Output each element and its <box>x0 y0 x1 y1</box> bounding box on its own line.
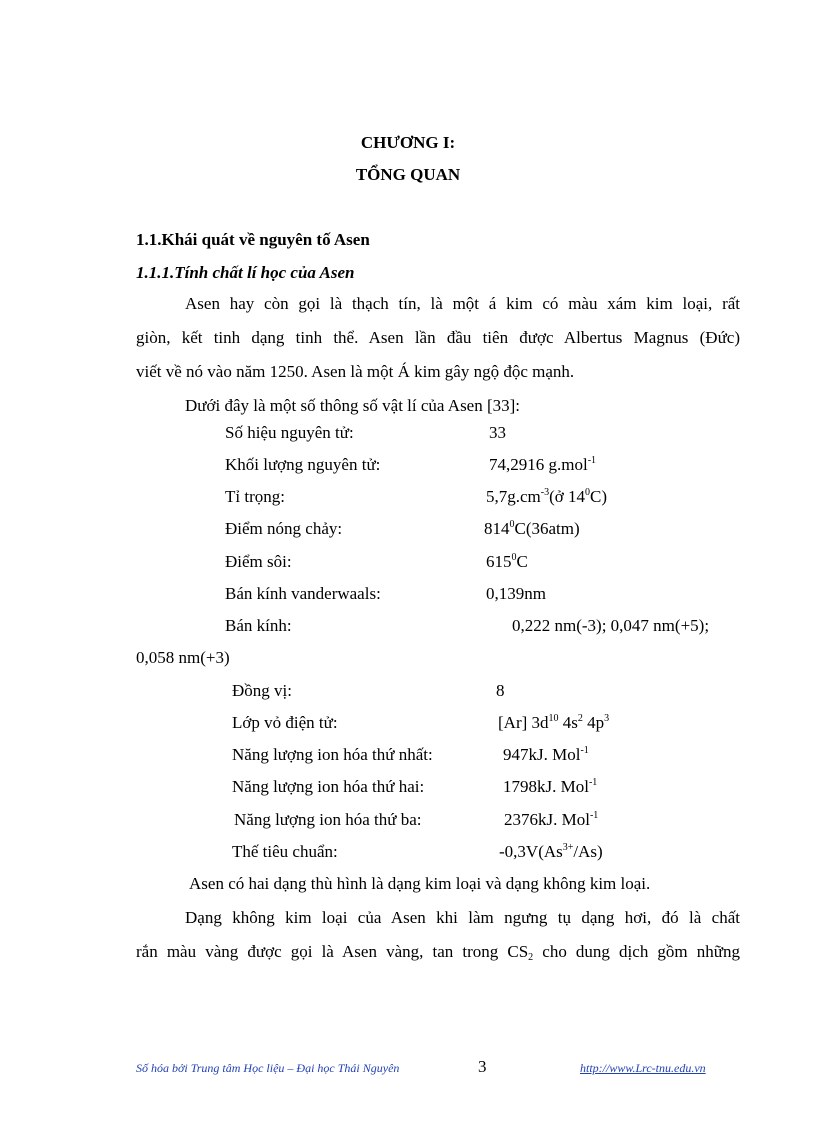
prop-label-ionization-2: Năng lượng ion hóa thứ hai: <box>232 777 425 796</box>
intro-line-3: viết về nó vào năm 1250. Asen là một Á kim gây ngộ độc mạnh. <box>136 362 575 381</box>
footer-link[interactable]: http://www.Lrc-tnu.edu.vn <box>580 1061 706 1075</box>
prop-value-vdw-radius: 0,139nm <box>486 584 546 603</box>
prop-value-standard-potential: $-0,3V(As^{3+}/As)$ <box>499 842 603 861</box>
prop-value-ionization-2: 1798kJ. Mol$^{-1}$ <box>503 777 598 796</box>
prop-label-vdw-radius: Bán kính vanderwaals: <box>225 584 381 603</box>
subsection-heading: 1.1.1.Tính chất lí học của Asen <box>136 263 355 282</box>
page-number: 3 <box>478 1057 487 1076</box>
prop-value-density: $5,7g.cm^{-3}(ở$ $14^0C$) <box>486 487 608 506</box>
chapter-label: CHƯƠNG I: <box>360 133 456 152</box>
prop-value-radius: 0,222 nm(-3); 0,047 nm(+5); <box>512 616 710 635</box>
prop-value-atomic-number: 33 <box>489 423 506 442</box>
prop-value-melting-point: $814^0C(36atm)$ <box>484 519 580 538</box>
yellow-arsenic-line-1: Dạng không kim loại của Asen khi làm ngưng tụ dạng hơi, đó là chất <box>185 908 740 927</box>
allotropes-paragraph: Asen có hai dạng thù hình là dạng kim loại và dạng không kim loại. <box>189 874 651 893</box>
prop-value-radius-cont: 0,058 nm(+3) <box>136 648 230 667</box>
prop-value-atomic-mass: 74,2916 g.mol$^{-1}$ <box>489 455 597 474</box>
prop-label-atomic-number: Số hiệu nguyên tử: <box>225 423 354 442</box>
footer-credit: Số hóa bởi Trung tâm Học liệu – Đại học Thái Nguyên <box>136 1061 400 1075</box>
prop-label-ionization-1: Năng lượng ion hóa thứ nhất: <box>232 745 433 764</box>
section-heading: 1.1.Khái quát về nguyên tố Asen <box>136 230 370 249</box>
chapter-title: TỔNG QUAN <box>355 165 461 184</box>
prop-label-isotopes: Đồng vị: <box>232 681 292 700</box>
prop-label-boiling-point: Điểm sôi: <box>225 552 292 571</box>
prop-value-boiling-point: $615^0C$ <box>486 552 528 571</box>
prop-value-ionization-3: 2376kJ. Mol$^{-1}$ <box>504 810 599 829</box>
prop-value-electron-shell: [Ar] $3d^{10}$ $4s^2$ $4p^3$ <box>498 713 610 732</box>
prop-label-ionization-3: Năng lượng ion hóa thứ ba: <box>234 810 422 829</box>
prop-value-isotopes: 8 <box>496 681 505 700</box>
prop-label-density: Tỉ trọng: <box>225 487 285 506</box>
prop-label-electron-shell: Lớp vỏ điện tử: <box>232 713 338 732</box>
intro-line-1: Asen hay còn gọi là thạch tín, là một á kim có màu xám kim loại, rất <box>185 294 740 313</box>
prop-label-radius: Bán kính: <box>225 616 292 635</box>
prop-label-atomic-mass: Khối lượng nguyên tử: <box>225 455 381 474</box>
prop-label-standard-potential: Thế tiêu chuẩn: <box>232 842 338 861</box>
prop-value-ionization-1: 947kJ. Mol$^{-1}$ <box>503 745 589 764</box>
prop-label-melting-point: Điểm nóng chảy: <box>225 519 343 538</box>
intro-line-2: giòn, kết tinh dạng tinh thể. Asen lần đầu tiên được Albertus Magnus (Đức) <box>136 328 740 347</box>
params-intro: Dưới đây là một số thông số vật lí của Asen [33]: <box>185 396 521 415</box>
yellow-arsenic-line-2: rắn màu vàng được gọi là Asen vàng, tan trong $CS_2$ cho dung dịch gồm những <box>136 942 740 963</box>
